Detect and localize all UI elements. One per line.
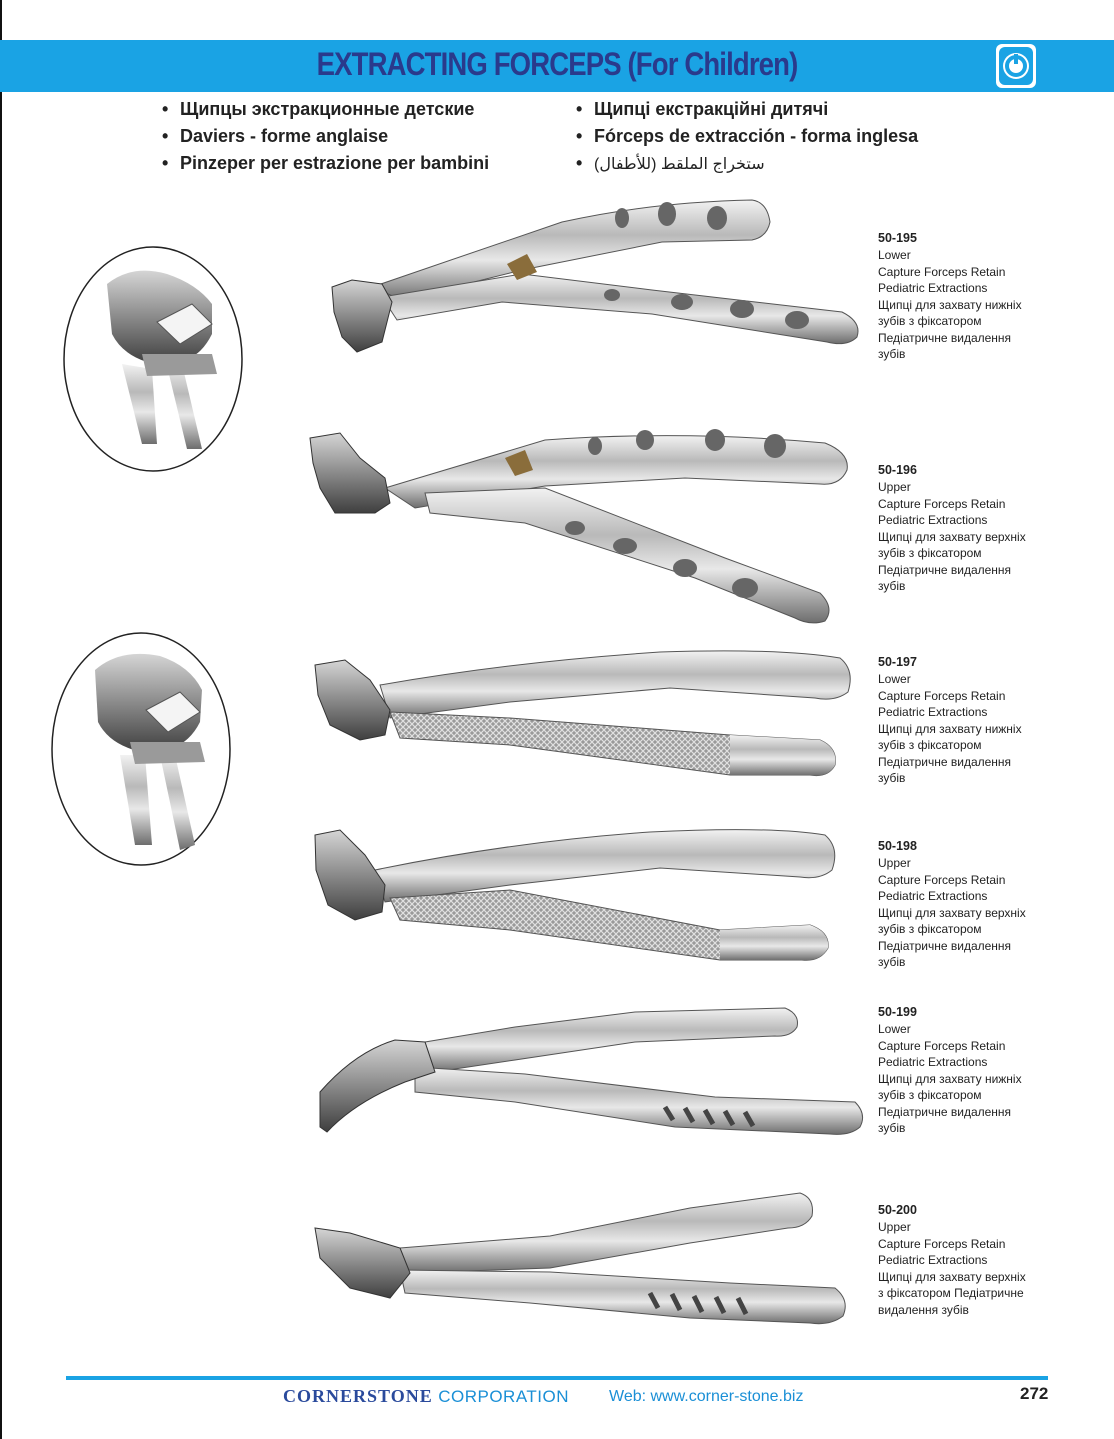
product-line: Capture Forceps Retain [878,688,1006,703]
product-50-198 [878,838,1078,971]
product-line: Capture Forceps Retain [878,1038,1006,1053]
product-line: зубів з фіксатором [878,738,982,752]
product-50-195 [878,230,1078,363]
product-line: зубів з фіксатором [878,922,982,936]
cornerstone-logo-icon [996,44,1036,88]
product-line: Lower [878,672,911,686]
product-line: видалення зубів [878,1302,969,1317]
product-line: Щипці для захвату нижніх [878,721,1022,736]
jaw-detail-circle-lower [50,630,232,873]
product-code: 50-197 [878,655,917,669]
forceps-image-50-196 [305,418,853,633]
forceps-image-50-199 [315,1002,867,1147]
language-list-left [162,96,489,177]
product-line: Capture Forceps Retain [878,872,1006,887]
product-50-200 [878,1202,1078,1318]
product-line: Педіатричне видалення [878,562,1012,577]
list-item: • Fórceps de extracción - forma inglesa [576,126,919,146]
product-line: Щипці для захвату верхніх [878,529,1026,544]
product-code: 50-195 [878,231,917,245]
product-line: Upper [878,856,911,870]
list-item: • Daviers - forme anglaise [162,126,389,146]
page-number: 272 [1020,1384,1049,1403]
product-line: Щипці для захвату верхніх [878,1269,1026,1284]
product-line: Педіатричне видалення [878,754,1012,769]
language-list-right [576,96,918,177]
product-line: зубів [878,955,906,969]
product-line: Upper [878,480,911,494]
forceps-image-50-198 [310,820,845,975]
product-line: Щипці для захвату нижніх [878,1071,1022,1086]
product-line: зубів [878,579,906,593]
footer-divider [66,1376,1048,1380]
brand-name: CORNERSTONE [283,1386,433,1406]
product-line: зубів [878,347,906,361]
product-line: зубів з фіксатором [878,546,982,560]
product-line: Pediatric Extractions [878,1253,988,1267]
product-line: Щипці для захвату нижніх [878,297,1022,312]
product-line: Щипці для захвату верхніх [878,905,1026,920]
product-line: зубів з фіксатором [878,314,982,328]
footer-brand [283,1386,569,1407]
brand-corporation: CORPORATION [438,1387,570,1406]
product-line: Capture Forceps Retain [878,496,1006,511]
product-50-197 [878,654,1078,787]
page-title: EXTRACTING FORCEPS (For Children) [316,46,798,82]
list-item: • Щипці екстракційні дитячі [576,99,829,119]
forceps-image-50-195 [322,192,867,365]
jaw-detail-circle-upper [62,244,244,479]
list-item: • ﺳﺘﺨﺮاج اﻟﻤﻠﻘﻂ (ﻟﻸﻃﻔﺎل) [576,153,765,173]
forceps-image-50-197 [310,640,855,790]
product-line: Capture Forceps Retain [878,264,1006,279]
product-code: 50-196 [878,463,917,477]
product-code: 50-199 [878,1005,917,1019]
product-line: з фіксатором Педіатричне [878,1286,1024,1300]
product-line: Pediatric Extractions [878,281,988,295]
product-line: зубів з фіксатором [878,1088,982,1102]
product-line: Lower [878,1022,911,1036]
list-item: • Щипцы экстракционные детские [162,99,475,119]
footer-website-link[interactable]: Web: www.corner-stone.biz [609,1388,804,1405]
page-left-border [0,0,2,1439]
product-line: Pediatric Extractions [878,705,988,719]
product-line: зубів [878,771,906,785]
forceps-image-50-200 [310,1188,850,1343]
product-line: Pediatric Extractions [878,513,988,527]
product-line: Lower [878,248,911,262]
list-item: • Pinzeper per estrazione per bambini [162,153,490,173]
product-line: Pediatric Extractions [878,1055,988,1069]
product-line: Педіатричне видалення [878,938,1012,953]
product-line: Pediatric Extractions [878,889,988,903]
product-50-199 [878,1004,1078,1137]
product-line: зубів [878,1121,906,1135]
product-line: Upper [878,1220,911,1234]
product-line: Педіатричне видалення [878,1104,1012,1119]
product-code: 50-198 [878,839,917,853]
product-line: Capture Forceps Retain [878,1236,1006,1251]
product-line: Педіатричне видалення [878,330,1012,345]
product-code: 50-200 [878,1203,917,1217]
product-50-196 [878,462,1078,595]
